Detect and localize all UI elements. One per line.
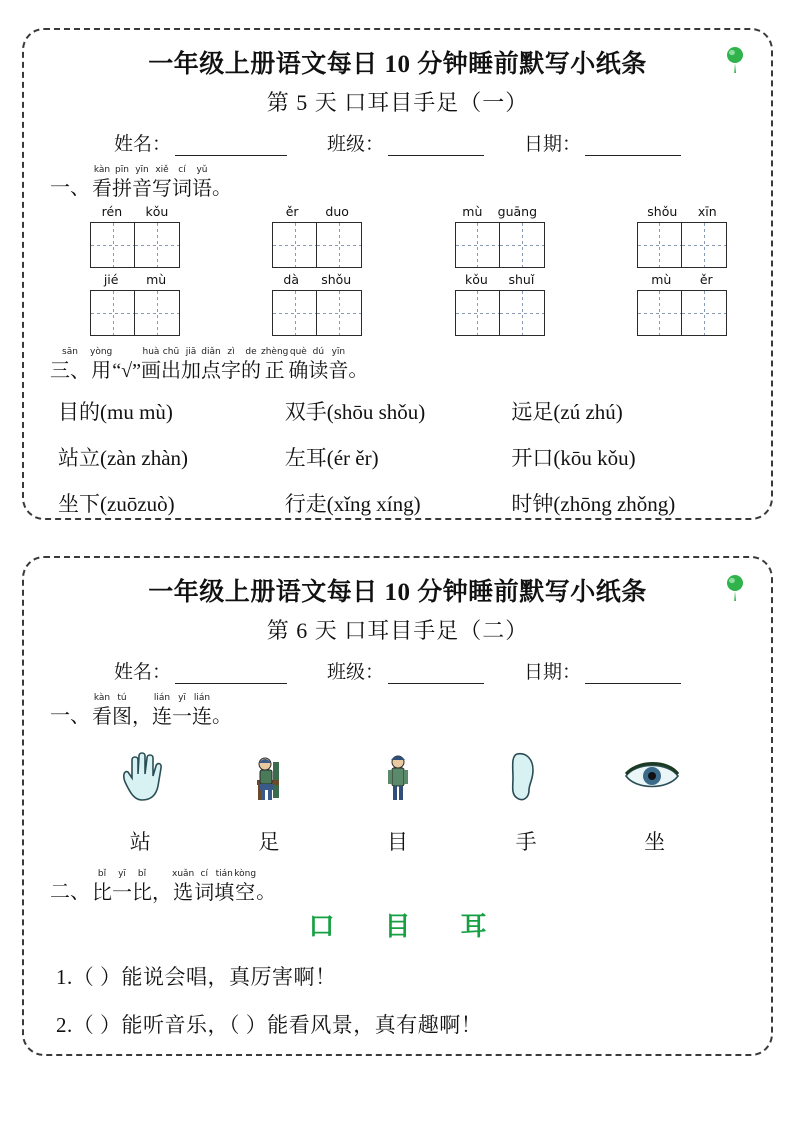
choice-options[interactable]: (xǐng xíng) (326, 492, 421, 516)
ruby-xuan (172, 870, 194, 904)
card2-name-blank[interactable] (175, 665, 287, 684)
ruby-py: chū (162, 347, 180, 357)
ruby-hz: 连 (152, 706, 172, 728)
fill-sentence-2[interactable]: 2.（ ）能听音乐，（ ）能看风景，真有趣啊！ (56, 1013, 483, 1037)
ruby-py: cí (178, 165, 186, 175)
word-bank-kou[interactable]: 口 (308, 912, 335, 941)
word-bank (50, 906, 745, 943)
pinyin-syllable: shǒu (647, 204, 678, 219)
choice-row (58, 488, 745, 518)
ruby-py: yīn (331, 347, 346, 357)
tianzi-cell[interactable] (273, 291, 317, 335)
card1-date-field[interactable] (524, 129, 681, 156)
ruby-yi (172, 694, 192, 728)
card1-question3 (50, 348, 745, 382)
pinyin-grid-koushui[interactable] (455, 272, 545, 336)
ruby-hz: 音 (132, 178, 152, 200)
choice-options[interactable]: (kōu kǒu) (553, 446, 636, 470)
card1-choice-list (50, 396, 745, 518)
ruby-hz: 一 (172, 706, 192, 728)
fill-sentence-1[interactable]: 1.（ ）能说会唱，真厉害啊！ (56, 965, 337, 989)
tianzi-cell[interactable] (500, 223, 544, 267)
pinyin-grid-row-2 (50, 272, 745, 336)
ruby-hz: 选 (173, 882, 194, 904)
ruby-kan2 (92, 694, 112, 728)
ruby-du (308, 348, 328, 382)
ruby-comma (132, 694, 152, 728)
card2-title-row (50, 572, 745, 608)
ruby-hz: “√” (112, 360, 141, 382)
choice-word: 坐下 (58, 492, 100, 516)
ruby-zheng (261, 348, 288, 382)
pinyin-grid-renkou[interactable] (90, 204, 180, 268)
card2-date-blank[interactable] (585, 665, 681, 684)
choice-options[interactable]: (ér ěr) (326, 446, 379, 470)
ruby-hz: 图 (112, 706, 132, 728)
card1-name-blank[interactable] (175, 137, 287, 156)
choice-item[interactable] (511, 442, 738, 472)
card1-title-row (50, 44, 745, 80)
tianzi-cell[interactable] (317, 223, 361, 267)
pinyin-syllable: kǒu (464, 272, 488, 287)
ruby-hz: 正 (264, 360, 285, 382)
ruby-hz: 比 (92, 882, 112, 904)
ruby-py: xiě (155, 165, 169, 175)
ruby-bi (92, 870, 112, 904)
pinyin-syllable: ěr (285, 204, 299, 219)
ruby-pin (112, 166, 132, 200)
card1-class-label: 班级： (326, 134, 384, 155)
ruby-hz: 语 (192, 178, 212, 200)
tianzi-cell[interactable] (91, 291, 135, 335)
pinyin-syllable: guāng (497, 204, 538, 219)
tianzi-boxes[interactable] (637, 290, 727, 336)
word-bank-er[interactable]: 耳 (460, 912, 487, 941)
ruby-yi2 (112, 870, 132, 904)
ruby-dian (201, 348, 221, 382)
ruby-py: yīn (135, 165, 149, 175)
ruby-san (50, 348, 90, 382)
ruby-hz: ， (132, 706, 152, 728)
choice-row (58, 442, 745, 472)
choice-item[interactable] (58, 442, 285, 472)
ruby-yu (192, 166, 212, 200)
match-word-zu[interactable]: 足 (258, 830, 280, 854)
ruby-py: què (289, 347, 307, 357)
ruby-yin2 (328, 348, 348, 382)
pinyin-syllable: mù (146, 272, 167, 287)
card1-info-row (50, 129, 745, 156)
pinyin-grid-erduo[interactable] (272, 204, 362, 268)
ruby-hz: 词 (194, 882, 215, 904)
tianzi-boxes[interactable] (455, 222, 545, 268)
ruby-py: yī (178, 693, 186, 703)
ruby-py: yòng (90, 347, 113, 357)
ruby-hz: 用 (91, 360, 112, 382)
ruby-hz: 填 (214, 882, 235, 904)
ruby-py: kàn (93, 693, 111, 703)
card2-class-field[interactable] (327, 657, 484, 684)
tianzi-cell[interactable] (682, 223, 726, 267)
match-word-zuo[interactable]: 坐 (644, 830, 666, 854)
ruby-hz: 音 (328, 360, 349, 382)
ruby-lian2 (192, 694, 212, 728)
card2-date-field[interactable] (524, 657, 681, 684)
card2-q1-tail: 。 (212, 705, 232, 727)
ruby-hz: ， (152, 882, 172, 904)
card2-name-label: 姓名： (113, 662, 171, 683)
choice-item[interactable] (285, 488, 512, 518)
tianzi-boxes[interactable] (272, 290, 362, 336)
ruby-comma2 (152, 870, 172, 904)
ruby-hz: 空 (235, 882, 256, 904)
ruby-xie (152, 166, 172, 200)
choice-item[interactable] (285, 442, 512, 472)
ruby-py: lián (153, 693, 171, 703)
ruby-hz: 读 (308, 360, 329, 382)
ruby-hz: 加 (180, 360, 201, 382)
ruby-hz: 一 (112, 882, 132, 904)
ruby-py: zhèng (260, 347, 289, 357)
card1-date-blank[interactable] (585, 137, 681, 156)
ruby-hz: 字 (220, 360, 241, 382)
choice-options[interactable]: (zàn zhàn) (100, 446, 189, 470)
card1-q1-number: 一、 (50, 177, 90, 199)
ruby-lian (152, 694, 172, 728)
ruby-chu (161, 348, 181, 382)
choice-word: 左耳 (284, 446, 327, 470)
tianzi-boxes[interactable] (90, 290, 180, 336)
card1-question1 (50, 166, 745, 200)
choice-options[interactable]: (shōu shǒu) (326, 400, 426, 424)
pinyin-grid-row-1 (50, 204, 745, 268)
choice-word: 双手 (284, 400, 327, 424)
pinyin-syllable: mù (462, 204, 483, 219)
ruby-hz: 看 (92, 178, 112, 200)
worksheet-card-day6 (22, 556, 773, 1056)
pinyin-grid-muguang[interactable] (455, 204, 545, 268)
tianzi-cell[interactable] (638, 291, 682, 335)
ruby-yin (132, 166, 152, 200)
foot-icon[interactable] (493, 744, 557, 808)
card2-q2-number: 二、 (50, 881, 90, 903)
pinyin-syllable: shuǐ (508, 272, 535, 287)
choice-item[interactable] (58, 396, 285, 426)
pinyin-grid-shouxin[interactable] (637, 204, 727, 268)
ruby-tu (112, 694, 132, 728)
choice-word: 目的 (58, 400, 100, 424)
ruby-hz: 出 (160, 360, 181, 382)
ruby-py: yī (118, 869, 126, 879)
eye-icon[interactable] (620, 744, 684, 808)
ruby-bi2 (132, 870, 152, 904)
pinyin-syllable: mù (651, 272, 672, 287)
ruby-py: bǐ (97, 869, 107, 879)
tianzi-cell[interactable] (317, 291, 361, 335)
pinyin-grid-jiemu[interactable] (90, 272, 180, 336)
ruby-py: jiā (185, 347, 197, 357)
choice-options[interactable]: (zú zhú) (553, 400, 623, 424)
choice-options[interactable]: (mu mù) (100, 400, 173, 424)
ruby-kan (92, 166, 112, 200)
tianzi-cell[interactable] (273, 223, 317, 267)
card1-class-field[interactable] (327, 129, 484, 156)
ruby-py: kàn (93, 165, 111, 175)
choice-word: 时钟 (511, 492, 554, 516)
choice-word: 行走 (284, 492, 327, 516)
tianzi-cell[interactable] (456, 291, 500, 335)
card2-q2-tail: 。 (256, 881, 277, 903)
pinyin-syllable: dà (283, 272, 300, 287)
pinyin-syllable: duo (325, 204, 349, 219)
ruby-hua (141, 348, 161, 382)
standing-person-icon[interactable] (366, 744, 430, 808)
card2-info-row (50, 657, 745, 684)
card1-q1-tail: 。 (212, 177, 232, 199)
card2-class-label: 班级： (326, 662, 384, 683)
ruby-yong (90, 348, 112, 382)
choice-options[interactable]: (zhōng zhǒng) (553, 492, 676, 516)
choice-item[interactable] (511, 396, 738, 426)
tianzi-boxes[interactable] (90, 222, 180, 268)
card1-name-field[interactable] (114, 129, 287, 156)
tianzi-cell[interactable] (91, 223, 135, 267)
ruby-hz: 连 (192, 706, 212, 728)
tianzi-boxes[interactable] (455, 290, 545, 336)
ruby-hz: 确 (288, 360, 309, 382)
card2-date-label: 日期： (524, 662, 582, 683)
pinyin-syllable: kǒu (145, 204, 169, 219)
tianzi-cell[interactable] (456, 223, 500, 267)
card1-subtitle: 第 5 天 口耳目手足（一） (266, 90, 529, 115)
ruby-hz: 三、 (50, 360, 90, 382)
hand-icon[interactable] (112, 744, 176, 808)
ruby-kong (234, 870, 256, 904)
match-word-mu[interactable]: 目 (386, 830, 408, 854)
sitting-person-icon[interactable] (239, 744, 303, 808)
ruby-hz: 点 (200, 360, 221, 382)
match-word-row (50, 826, 745, 856)
pushpin-icon (723, 46, 747, 74)
card2-question2 (50, 870, 745, 904)
card2-class-blank[interactable] (388, 665, 484, 684)
choice-item[interactable] (511, 488, 738, 518)
choice-item[interactable] (285, 396, 512, 426)
tianzi-cell[interactable] (638, 223, 682, 267)
choice-row (58, 396, 745, 426)
tianzi-cell[interactable] (135, 223, 179, 267)
worksheet-card-day5 (22, 28, 773, 520)
match-word-shou[interactable]: 手 (515, 830, 537, 854)
ruby-check (112, 348, 141, 382)
ruby-que (288, 348, 308, 382)
choice-word: 开口 (511, 446, 554, 470)
ruby-tian (214, 870, 234, 904)
ruby-ci2 (194, 870, 214, 904)
card1-name-label: 姓名： (113, 134, 171, 155)
word-bank-mu[interactable]: 目 (384, 912, 411, 941)
ruby-py: yǔ (196, 165, 208, 175)
ruby-hz: 写 (152, 178, 172, 200)
ruby-py: de (245, 347, 257, 357)
tianzi-cell[interactable] (500, 291, 544, 335)
card1-main-title: 一年级上册语文每日 10 分钟睡前默写小纸条 (148, 51, 647, 78)
ruby-hz: 比 (132, 882, 152, 904)
card1-date-label: 日期： (524, 134, 582, 155)
card1-q3-tail: 。 (348, 359, 369, 381)
tianzi-boxes[interactable] (637, 222, 727, 268)
card2-subtitle: 第 6 天 口耳目手足（二） (266, 618, 529, 643)
card1-class-blank[interactable] (388, 137, 484, 156)
ruby-py: diǎn (201, 347, 221, 357)
ruby-zi (221, 348, 241, 382)
ruby-py: tián (215, 869, 233, 879)
ruby-de (241, 348, 261, 382)
ruby-py: bǐ (137, 869, 147, 879)
tianzi-cell[interactable] (135, 291, 179, 335)
ruby-hz: 拼 (112, 178, 132, 200)
match-word-zhan[interactable]: 站 (129, 830, 151, 854)
card2-q1-number: 一、 (50, 705, 90, 727)
ruby-hz: 词 (172, 178, 192, 200)
ruby-py: dú (312, 347, 325, 357)
pushpin-icon (723, 574, 747, 602)
card2-question1 (50, 694, 745, 728)
ruby-jia (181, 348, 201, 382)
ruby-py: tú (117, 693, 127, 703)
ruby-py: kòng (234, 869, 257, 879)
card2-name-field[interactable] (114, 657, 287, 684)
ruby-hz: 看 (92, 706, 112, 728)
ruby-py: pīn (115, 165, 129, 175)
choice-word: 站立 (58, 446, 100, 470)
pinyin-syllable: rén (101, 204, 123, 219)
choice-item[interactable] (58, 488, 285, 518)
tianzi-cell[interactable] (682, 291, 726, 335)
ruby-py: xuǎn (172, 869, 195, 879)
ruby-py: zì (227, 347, 235, 357)
card2-main-title: 一年级上册语文每日 10 分钟睡前默写小纸条 (148, 579, 647, 606)
ruby-py: sān (62, 347, 78, 357)
ruby-py: huà (142, 347, 160, 357)
pinyin-syllable: shǒu (321, 272, 352, 287)
pinyin-grid-muer[interactable] (637, 272, 727, 336)
pinyin-syllable: jié (103, 272, 119, 287)
ruby-ci (172, 166, 192, 200)
choice-word: 远足 (511, 400, 554, 424)
ruby-py: lián (193, 693, 211, 703)
match-picture-row (50, 736, 745, 808)
pinyin-syllable: xīn (697, 204, 717, 219)
choice-options[interactable]: (zuōzuò) (100, 492, 175, 516)
pinyin-syllable: ěr (699, 272, 713, 287)
ruby-hz: 的 (240, 360, 261, 382)
ruby-py: cí (200, 869, 208, 879)
ruby-hz: 画 (140, 360, 161, 382)
tianzi-boxes[interactable] (272, 222, 362, 268)
pinyin-grid-dashou[interactable] (272, 272, 362, 336)
